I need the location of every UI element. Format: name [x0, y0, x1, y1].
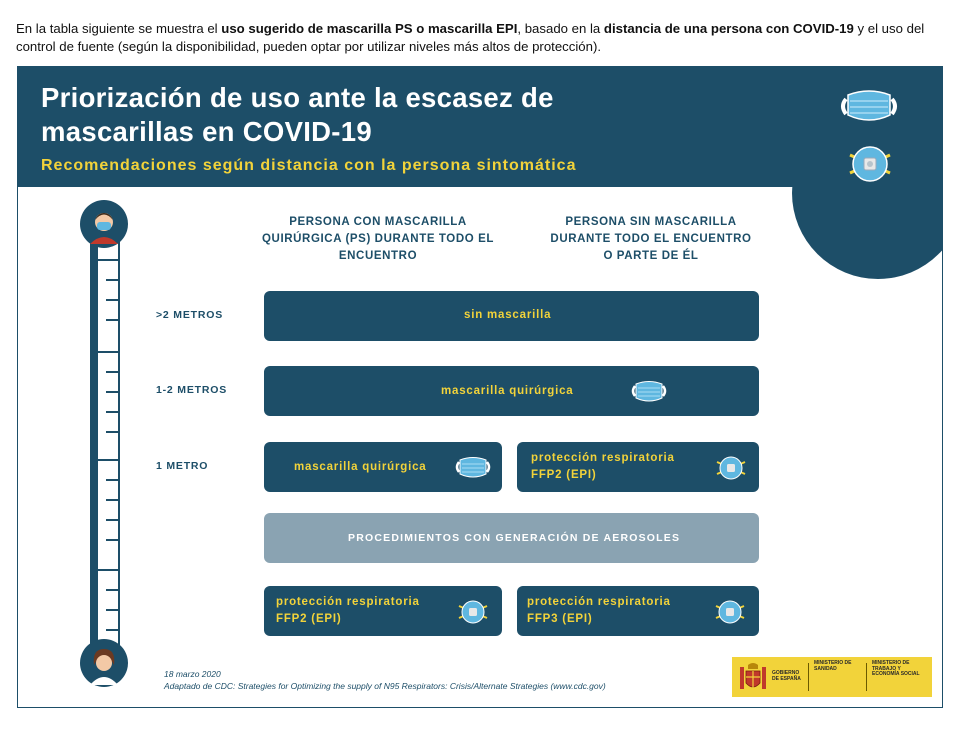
gov-label-gobierno: GOBIERNO DE ESPAÑA: [772, 670, 801, 682]
box-quirurgica-left-label: mascarilla quirúrgica: [294, 461, 427, 473]
box-ffp3-line-2: FFP3 (EPI): [527, 613, 593, 625]
infographic-subtitle: Recomendaciones según distancia con la persona sintomática: [41, 157, 577, 174]
box-quirurgica-wide-label: mascarilla quirúrgica: [441, 385, 574, 397]
footer-date: 18 marzo 2020: [164, 669, 221, 679]
infographic-header: [18, 67, 942, 187]
health-worker-icon: [80, 639, 128, 687]
intro-text-3: y el uso del control de fuente (según la disponibilidad, pueden optar por utilizar niveles más altos de protección).: [16, 21, 925, 54]
box-sin-mascarilla: [264, 291, 759, 341]
footer-source: Adaptado de CDC: Strategies for Optimizing the supply of N95 Respirators: Crisis/Alternate Strategies (www.cdc.gov): [164, 681, 606, 691]
box-ffp3-line-1: protección respiratoria: [527, 596, 671, 608]
ffp-respirator-icon: [846, 141, 894, 185]
gov-label-sanidad: MINISTERIO DE SANIDAD: [814, 660, 852, 672]
row-label-1-2m: 1-2 METROS: [156, 384, 228, 396]
col-left-line-2: QUIRÚRGICA (PS) DURANTE TODO EL: [262, 233, 494, 245]
box-ffp2-left-line-1: protección respiratoria: [276, 596, 420, 608]
column-header-with-mask: [258, 214, 498, 265]
intro-paragraph: [16, 20, 956, 56]
box-mascarilla-quirurgica-wide: [264, 366, 759, 416]
coat-of-arms-icon: [738, 661, 768, 693]
gov-label-trabajo: MINISTERIO DE TRABAJO Y ECONOMÍA SOCIAL: [872, 660, 920, 677]
infographic-title: [41, 81, 554, 149]
box-ffp2-right-line-2: FFP2 (EPI): [531, 469, 597, 481]
surgical-mask-icon: [454, 454, 492, 480]
col-right-line-1: PERSONA SIN MASCARILLA: [565, 216, 737, 228]
masked-person-avatar: [80, 200, 128, 248]
box-ffp3: [517, 586, 759, 636]
intro-text-2: , basado en la: [517, 21, 604, 36]
row-label-over-2m: >2 METROS: [156, 309, 224, 321]
title-line-2: mascarillas en COVID-19: [41, 116, 372, 147]
ruler-scale: [98, 239, 118, 655]
col-right-line-3: O PARTE DE ÉL: [603, 250, 699, 262]
surgical-mask-icon: [838, 87, 900, 125]
box-ffp2-left: [264, 586, 502, 636]
infographic: [17, 66, 943, 708]
box-aerosoles-label: PROCEDIMIENTOS CON GENERACIÓN DE AEROSOLES: [348, 532, 681, 544]
surgical-mask-icon: [630, 378, 668, 404]
col-left-line-1: PERSONA CON MASCARILLA: [289, 216, 467, 228]
col-right-line-2: DURANTE TODO EL ENCUENTRO: [550, 233, 752, 245]
row-label-1m: 1 METRO: [156, 460, 209, 472]
ffp-respirator-icon: [715, 454, 747, 482]
box-ffp2-right: [517, 442, 759, 492]
ffp-respirator-icon: [457, 598, 489, 626]
box-sin-mascarilla-label: sin mascarilla: [464, 309, 552, 321]
box-ffp2-left-line-2: FFP2 (EPI): [276, 613, 342, 625]
box-mascarilla-quirurgica-left: [264, 442, 502, 492]
government-logo-strip: [732, 657, 932, 697]
column-header-without-mask: [536, 214, 766, 265]
health-worker-avatar: [80, 639, 128, 687]
intro-text-1: En la tabla siguiente se muestra el: [16, 21, 222, 36]
ffp-respirator-icon: [714, 598, 746, 626]
title-line-1: Priorización de uso ante la escasez de: [41, 82, 554, 113]
col-left-line-3: ENCUENTRO: [338, 250, 418, 262]
intro-bold-2: distancia de una persona con COVID-19: [603, 21, 854, 36]
intro-bold-1: uso sugerido de mascarilla PS o mascarilla EPI: [221, 21, 518, 36]
box-aerosoles: [264, 513, 759, 563]
box-ffp2-right-line-1: protección respiratoria: [531, 452, 675, 464]
person-with-mask-icon: [80, 200, 128, 248]
